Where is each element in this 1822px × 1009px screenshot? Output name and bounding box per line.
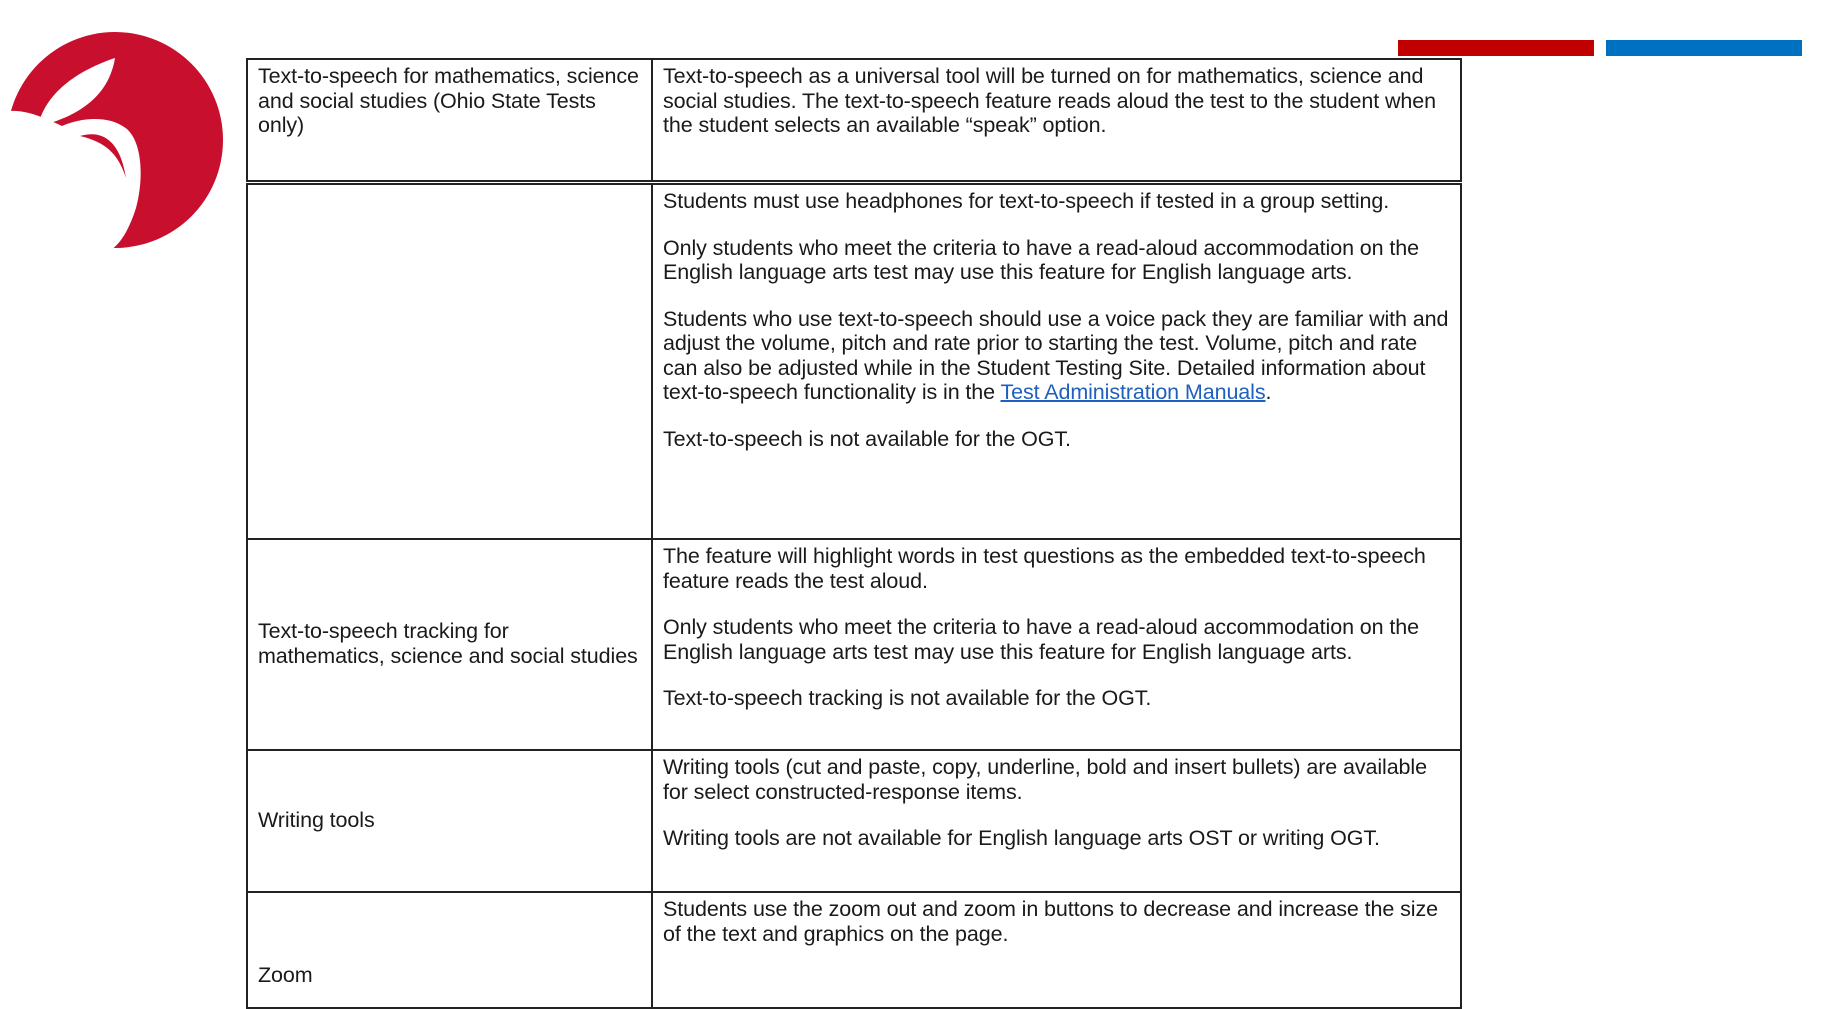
feature-name: Writing tools xyxy=(258,807,375,832)
description-paragraph: The feature will highlight words in test questions as the embedded text-to-speech feature reads the test aloud. xyxy=(663,544,1426,593)
test-administration-manuals-link[interactable]: Test Administration Manuals xyxy=(1000,380,1266,404)
table-row xyxy=(247,59,1461,181)
paragraph-text: . xyxy=(1265,380,1272,404)
feature-name: Text-to-speech tracking for mathematics, science and social studies xyxy=(258,619,638,668)
description-cell xyxy=(652,184,1461,539)
description-paragraph: Writing tools are not available for English language arts OST or writing OGT. xyxy=(663,826,1380,850)
description-cell xyxy=(652,59,1461,181)
paragraph-text: Students who use text-to-speech should use a voice pack they are familiar with and adjust the volume, pitch and rate prior to starting the test. Volume, pitch and rate can also be adjusted while in the Student Testing Site. Detailed information about text-to-speech functionality is in the xyxy=(663,306,1449,404)
feature-name: Zoom xyxy=(258,962,313,987)
description-paragraph: Writing tools (cut and paste, copy, underline, bold and insert bullets) are available for select constructed-response items. xyxy=(663,755,1427,804)
table-row xyxy=(247,892,1461,1008)
feature-cell xyxy=(247,184,652,539)
blue-accent-bar xyxy=(1606,40,1802,56)
description-cell xyxy=(652,750,1461,892)
description-paragraph xyxy=(663,307,1450,405)
table-row xyxy=(247,539,1461,750)
description-paragraph: Students must use headphones for text-to-speech if tested in a group setting. xyxy=(663,189,1390,213)
description-paragraph: Only students who meet the criteria to have a read-aloud accommodation on the English language arts test may use this feature for English language arts. xyxy=(663,615,1419,664)
feature-name: Text-to-speech for mathematics, science and social studies (Ohio State Tests only) xyxy=(258,64,639,137)
description-cell xyxy=(652,539,1461,750)
description-cell xyxy=(652,892,1461,1008)
feature-cell xyxy=(247,59,652,181)
red-accent-bar xyxy=(1398,40,1594,56)
accessibility-features-table-top xyxy=(246,58,1462,182)
description-paragraph: Text-to-speech tracking is not available for the OGT. xyxy=(663,686,1152,710)
table-row xyxy=(247,750,1461,892)
feature-cell xyxy=(247,750,652,892)
description-paragraph: Text-to-speech as a universal tool will be turned on for mathematics, science and social studies. The text-to-speech feature reads aloud the test to the student when the student selects an available “speak” option. xyxy=(663,64,1436,137)
description-paragraph: Only students who meet the criteria to have a read-aloud accommodation on the English language arts test may use this feature for English language arts. xyxy=(663,235,1419,284)
description-paragraph: Text-to-speech is not available for the OGT. xyxy=(663,426,1071,451)
feature-cell xyxy=(247,539,652,750)
apple-logo-icon xyxy=(0,18,225,263)
description-paragraph: Students use the zoom out and zoom in buttons to decrease and increase the size of the text and graphics on the page. xyxy=(663,897,1438,946)
table-row xyxy=(247,184,1461,539)
feature-cell xyxy=(247,892,652,1008)
accessibility-features-table xyxy=(246,183,1462,1009)
